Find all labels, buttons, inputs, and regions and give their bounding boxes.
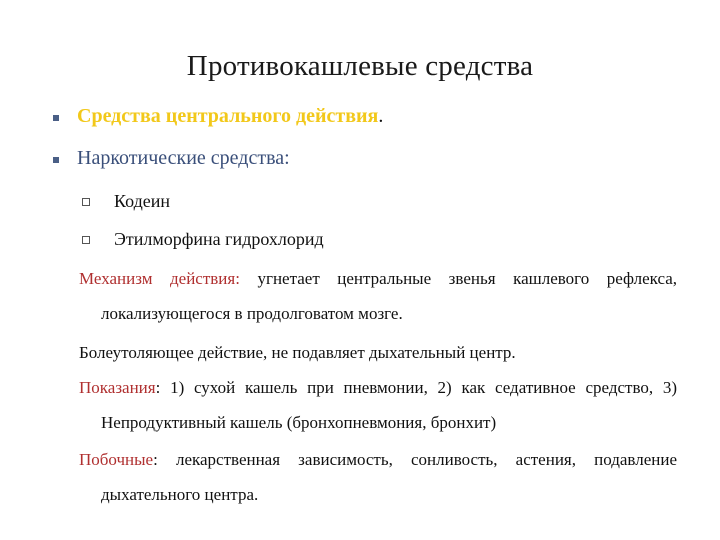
mechanism-text: угнетает центральные звенья кашлевого рефлекса, <box>239 269 677 288</box>
hollow-square-bullet-icon <box>82 236 90 244</box>
indications-label: Показания <box>79 378 156 397</box>
indications-text: : 1) сухой кашель при пневмонии, 2) как седативное средство, 3) <box>155 378 677 397</box>
sub-item-ethylmorphine: Этилморфина гидрохлорид <box>114 229 324 249</box>
central-action-tail: . <box>378 105 384 127</box>
page-title: Противокашлевые средства <box>186 50 534 82</box>
mechanism-label: Механизм действия: <box>79 269 240 288</box>
side-effects-label: Побочные <box>79 450 154 469</box>
hollow-square-bullet-icon <box>82 198 90 206</box>
mechanism-line <box>79 269 677 289</box>
indications-line <box>79 378 677 398</box>
bullet-narcotic: Наркотические средства: <box>77 147 290 169</box>
square-bullet-icon <box>53 157 59 163</box>
side-effects-text: : лекарственная зависимость, сонливость, астения, подавление <box>153 450 677 469</box>
square-bullet-icon <box>53 115 59 121</box>
indications-line-2: Непродуктивный кашель (бронхопневмония, бронхит) <box>101 413 497 432</box>
side-effects-line-2: дыхательного центра. <box>101 485 259 504</box>
central-action-label: Средства центрального действия <box>77 105 379 127</box>
mechanism-line-2: локализующегося в продолговатом мозге. <box>101 304 403 323</box>
analgesic-note: Болеутоляющее действие, не подавляет дыхательный центр. <box>79 343 516 362</box>
sub-item-codeine: Кодеин <box>114 191 171 211</box>
bullet-central-action <box>77 105 677 128</box>
side-effects-line <box>79 450 677 470</box>
